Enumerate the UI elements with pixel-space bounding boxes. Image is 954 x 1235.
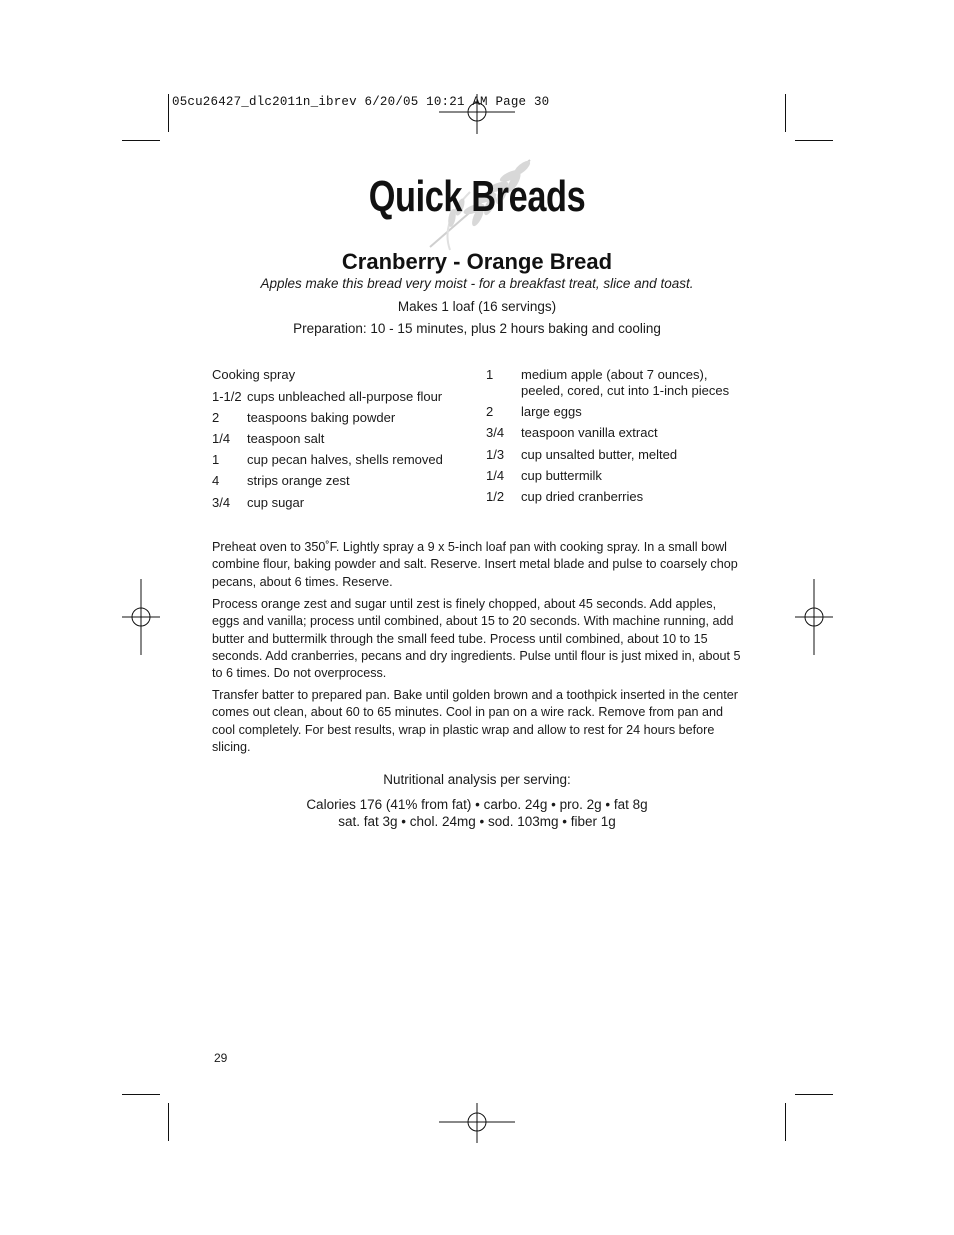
ingredient-desc: cup buttermilk	[521, 468, 602, 483]
ingredient-desc: large eggs	[521, 404, 582, 419]
crop-mark-bottom-left-v	[168, 1103, 169, 1141]
ingredient-item	[486, 403, 746, 420]
crop-mark-bottom-left-h	[122, 1094, 160, 1095]
ingredient-item	[486, 366, 746, 400]
ingredient-qty: 1	[212, 452, 220, 467]
ingredient-qty: 1/4	[486, 468, 505, 483]
ingredient-qty: 1	[486, 367, 494, 382]
ingredient-item	[486, 488, 746, 505]
nutrition-facts	[0, 797, 954, 830]
registration-mark-left	[122, 579, 160, 655]
crop-mark-top-left-h	[122, 140, 160, 141]
instruction-step: Preheat oven to 350˚F. Lightly spray a 9 x 5-inch loaf pan with cooking spray. In a small bowl combine flour, baking powder and salt. Reserve. Insert metal blade and pulse to coarsely chop pecans, about 6 times. Reserve.	[212, 540, 738, 589]
print-slug: 05cu26427_dlc2011n_ibrev 6/20/05 10:21 AM Page 30	[172, 95, 550, 109]
crop-mark-bottom-right-h	[795, 1094, 833, 1095]
ingredient-qty: 3/4	[212, 495, 231, 510]
ingredient-item	[212, 366, 472, 383]
nutrition-line: Calories 176 (41% from fat) • carbo. 24g • pro. 2g • fat 8g	[306, 797, 648, 812]
ingredient-qty: 1/2	[486, 489, 505, 504]
recipe-title: Cranberry - Orange Bread	[341, 249, 613, 274]
nutrition-heading: Nutritional analysis per serving:	[383, 772, 571, 787]
ingredient-desc: strips orange zest	[247, 473, 350, 488]
ingredient-desc-cont: peeled, cored, cut into 1-inch pieces	[521, 383, 730, 398]
ingredient-desc: cup dried cranberries	[521, 489, 644, 504]
ingredient-qty: 3/4	[486, 425, 505, 440]
ingredient-qty: 2	[212, 410, 220, 425]
ingredient-item	[212, 451, 472, 468]
ingredient-desc: cup unsalted butter, melted	[521, 447, 678, 462]
nutrition-line: sat. fat 3g • chol. 24mg • sod. 103mg • fiber 1g	[338, 813, 616, 829]
ingredient-item	[486, 446, 746, 463]
ingredient-qty: 2	[486, 404, 494, 419]
registration-mark-top	[439, 94, 515, 134]
ingredient-item	[486, 424, 746, 441]
ingredient-desc: Cooking spray	[212, 367, 296, 382]
ingredient-desc: cup sugar	[247, 495, 305, 510]
section-title: Quick Breads	[368, 172, 586, 221]
instruction-step: Process orange zest and sugar until zest is finely chopped, about 45 seconds. Add apples, eggs and vanilla; process until combined, about 15 to 20 seconds. With machine running, add butter and buttermilk through the small feed tube. Process until combined, about 10 to 15 seconds. Add cranberries, pecans and dry ingredients. Pulse until flour is just mixed in, about 5 to 6 times. Do not overprocess.	[212, 597, 741, 681]
ingredient-qty: 4	[212, 473, 220, 488]
crop-mark-bottom-right-v	[785, 1103, 786, 1141]
page-number: 29	[214, 1051, 228, 1065]
recipe-intro: Apples make this bread very moist - for a breakfast treat, slice and toast.	[260, 276, 694, 291]
recipe-preparation: Preparation: 10 - 15 minutes, plus 2 hours baking and cooling	[293, 321, 661, 336]
ingredient-qty: 1/3	[486, 447, 505, 462]
instruction-step: Transfer batter to prepared pan. Bake until golden brown and a toothpick inserted in the center comes out clean, about 60 to 65 minutes. Cool in pan on a wire rack. Remove from pan and cool completely. For best results, wrap in plastic wrap and allow to rest for 24 hours before slicing.	[212, 688, 738, 754]
ingredient-item	[212, 388, 472, 405]
registration-mark-right	[795, 579, 833, 655]
ingredient-qty: 1-1/2	[212, 389, 242, 404]
ingredient-desc: teaspoon salt	[247, 431, 325, 446]
ingredient-desc: cups unbleached all-purpose flour	[247, 389, 443, 404]
crop-mark-top-right-v	[785, 94, 786, 132]
ingredient-item	[212, 494, 472, 511]
ingredient-item	[212, 472, 472, 489]
crop-mark-top-right-h	[795, 140, 833, 141]
crop-mark-top-left-v	[168, 94, 169, 132]
ingredient-desc: teaspoon vanilla extract	[521, 425, 658, 440]
recipe-yield: Makes 1 loaf (16 servings)	[397, 299, 557, 314]
ingredient-item	[212, 409, 472, 426]
ingredient-item	[212, 430, 472, 447]
ingredient-item	[486, 467, 746, 484]
registration-mark-bottom	[439, 1103, 515, 1143]
ingredient-desc: teaspoons baking powder	[247, 410, 396, 425]
ingredient-qty: 1/4	[212, 431, 231, 446]
ingredient-desc: cup pecan halves, shells removed	[247, 452, 443, 467]
ingredient-desc: medium apple (about 7 ounces),	[521, 367, 708, 382]
